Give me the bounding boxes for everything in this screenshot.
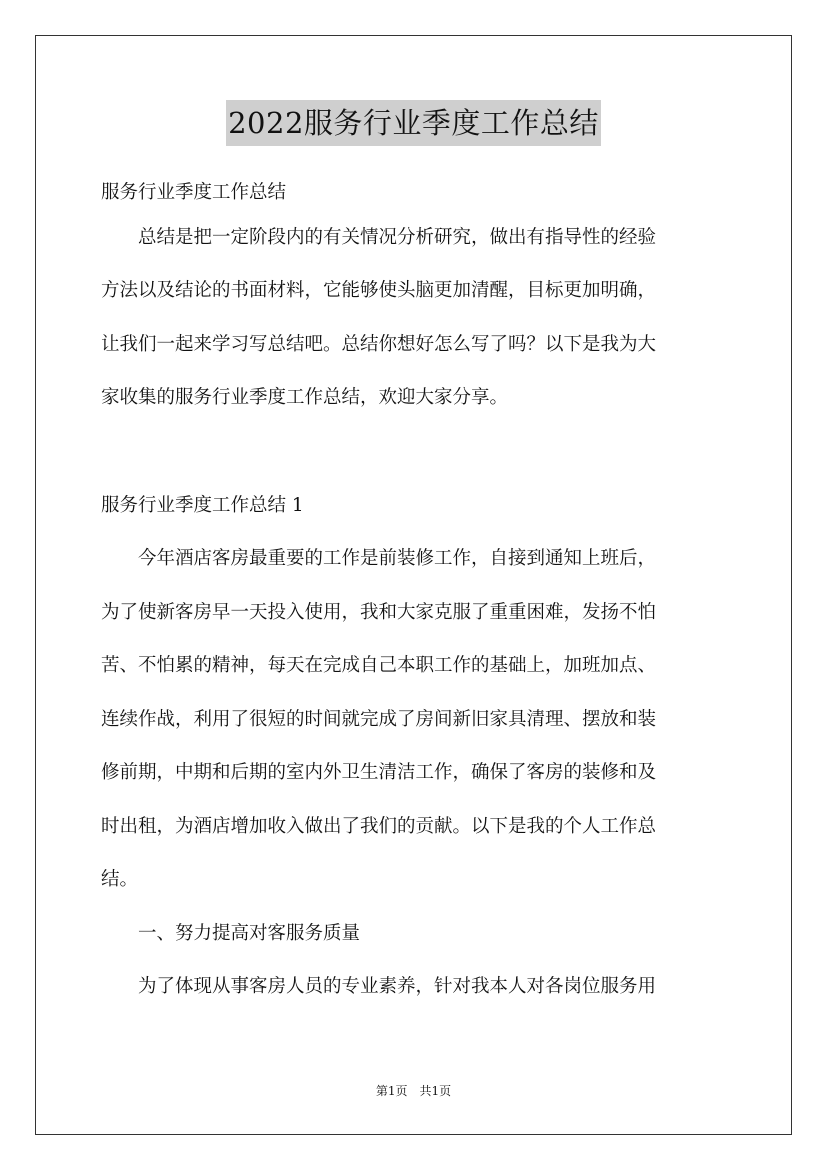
spacer xyxy=(101,310,729,327)
spacer xyxy=(101,685,729,702)
body-line: 为了体现从事客房人员的专业素养，针对我本人对各岗位服务用 xyxy=(101,976,657,997)
section-line: 为了使新客房早一天投入使用，我和大家克服了重重困难，发扬不怕 xyxy=(101,601,657,623)
subheading: 一、努力提高对客服务质量 xyxy=(101,922,361,944)
section-line: 苦、不怕累的精神，每天在完成自己本职工作的基础上，加班加点、 xyxy=(101,655,657,676)
intro-heading: 服务行业季度工作总结 xyxy=(101,182,287,203)
spacer xyxy=(101,631,729,648)
intro-line: 家收集的服务行业季度工作总结，欢迎大家分享。 xyxy=(101,387,509,408)
section-line: 时出租，为酒店增加收入做出了我们的贡献。以下是我的个人工作总 xyxy=(101,815,657,837)
page-footer: 第1页 共1页 xyxy=(375,1084,452,1098)
intro-line: 让我们一起来学习写总结吧。总结你想好怎么写了吗？以下是我为大 xyxy=(101,333,657,355)
spacer xyxy=(101,738,729,755)
intro-line: 方法以及结论的书面材料，它能够使头脑更加清醒，目标更加明确， xyxy=(101,280,657,301)
spacer xyxy=(101,845,729,862)
spacer xyxy=(101,792,729,809)
section-line: 连续作战，利用了很短的时间就完成了房间新旧家具清理、摆放和装 xyxy=(101,708,657,730)
spacer xyxy=(101,417,729,488)
section-line: 今年酒店客房最重要的工作是前装修工作，自接到通知上班后， xyxy=(101,548,657,569)
spacer xyxy=(101,212,729,220)
spacer xyxy=(101,524,729,541)
spacer xyxy=(101,578,729,595)
document-title: 2022服务行业季度工作总结 xyxy=(226,100,601,146)
intro-line: 总结是把一定阶段内的有关情况分析研究，做出有指导性的经验 xyxy=(101,226,657,248)
spacer xyxy=(101,256,729,273)
section-line: 修前期，中期和后期的室内外卫生清洁工作，确保了客房的装修和及 xyxy=(101,762,657,783)
section-heading: 服务行业季度工作总结 1 xyxy=(101,494,304,516)
document-body xyxy=(101,175,729,1006)
spacer xyxy=(101,952,729,969)
spacer xyxy=(101,899,729,916)
section-line: 结。 xyxy=(101,869,139,890)
spacer xyxy=(101,363,729,380)
title-container xyxy=(0,100,827,146)
